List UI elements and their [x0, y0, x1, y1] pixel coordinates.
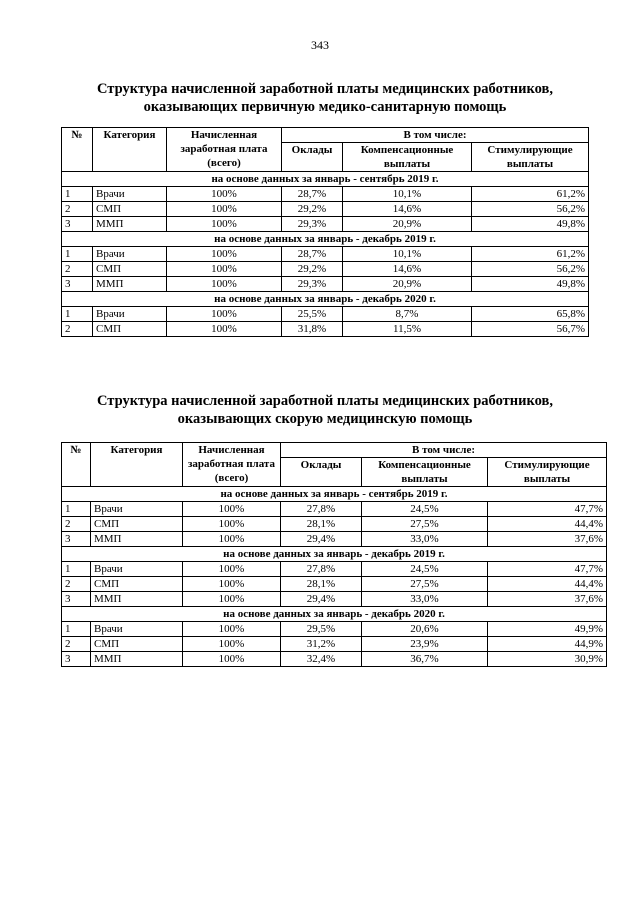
cell-num: 1: [62, 307, 93, 322]
cell-total: 100%: [167, 217, 282, 232]
cell-compensation: 10,1%: [343, 187, 472, 202]
table-row: [62, 532, 607, 547]
cell-category: Врачи: [93, 187, 167, 202]
cell-category: СМП: [93, 262, 167, 277]
cell-num: 3: [62, 652, 91, 667]
cell-salaries: 28,1%: [281, 577, 362, 592]
period-header-row: [62, 232, 589, 247]
cell-num: 1: [62, 562, 91, 577]
cell-salaries: 32,4%: [281, 652, 362, 667]
period-label: на основе данных за январь - декабрь 2019 г.: [62, 547, 607, 562]
table-row: [62, 592, 607, 607]
cell-num: 3: [62, 277, 93, 292]
cell-category: СМП: [91, 637, 183, 652]
table1-title: [60, 80, 590, 116]
table-row: [62, 307, 589, 322]
cell-incentive: 49,8%: [472, 277, 589, 292]
period-header-row: [62, 547, 607, 562]
cell-incentive: 56,7%: [472, 322, 589, 337]
cell-salaries: 27,8%: [281, 562, 362, 577]
cell-category: ММП: [93, 277, 167, 292]
cell-salaries: 28,1%: [281, 517, 362, 532]
table-row: [62, 577, 607, 592]
cell-incentive: 61,2%: [472, 187, 589, 202]
table2-title-line2: оказывающих скорую медицинскую помощь: [177, 411, 473, 427]
table1-title-line2: оказывающих первичную медико-санитарную помощь: [143, 99, 507, 115]
cell-num: 2: [62, 202, 93, 217]
cell-compensation: 20,9%: [343, 277, 472, 292]
cell-total: 100%: [167, 322, 282, 337]
cell-category: Врачи: [93, 307, 167, 322]
cell-category: ММП: [93, 217, 167, 232]
cell-salaries: 27,8%: [281, 502, 362, 517]
cell-incentive: 47,7%: [488, 502, 607, 517]
header-incentive: Стимулирующие выплаты: [472, 143, 589, 172]
period-header-row: [62, 487, 607, 502]
cell-salaries: 29,5%: [281, 622, 362, 637]
cell-salaries: 31,2%: [281, 637, 362, 652]
table-row: [62, 202, 589, 217]
table-row: [62, 262, 589, 277]
cell-compensation: 23,9%: [362, 637, 488, 652]
cell-category: ММП: [91, 592, 183, 607]
cell-compensation: 20,6%: [362, 622, 488, 637]
cell-incentive: 65,8%: [472, 307, 589, 322]
cell-compensation: 20,9%: [343, 217, 472, 232]
cell-total: 100%: [167, 202, 282, 217]
cell-compensation: 14,6%: [343, 202, 472, 217]
cell-incentive: 56,2%: [472, 202, 589, 217]
cell-total: 100%: [183, 622, 281, 637]
cell-category: СМП: [91, 517, 183, 532]
cell-incentive: 44,4%: [488, 577, 607, 592]
cell-total: 100%: [183, 502, 281, 517]
cell-salaries: 25,5%: [282, 307, 343, 322]
cell-incentive: 44,9%: [488, 637, 607, 652]
header-including: В том числе:: [282, 128, 589, 143]
cell-total: 100%: [183, 577, 281, 592]
cell-incentive: 30,9%: [488, 652, 607, 667]
header-incentive: Стимулирующие выплаты: [488, 458, 607, 487]
table2-body: [62, 487, 607, 667]
cell-category: Врачи: [91, 502, 183, 517]
cell-num: 2: [62, 637, 91, 652]
cell-category: СМП: [91, 577, 183, 592]
cell-incentive: 44,4%: [488, 517, 607, 532]
header-num: №: [62, 128, 93, 172]
cell-incentive: 47,7%: [488, 562, 607, 577]
cell-compensation: 8,7%: [343, 307, 472, 322]
period-label: на основе данных за январь - декабрь 2019 г.: [62, 232, 589, 247]
cell-total: 100%: [167, 187, 282, 202]
header-total: Начисленная заработная плата (всего): [183, 443, 281, 487]
cell-compensation: 10,1%: [343, 247, 472, 262]
period-label: на основе данных за январь - сентябрь 2019 г.: [62, 172, 589, 187]
cell-num: 1: [62, 187, 93, 202]
cell-total: 100%: [183, 592, 281, 607]
cell-compensation: 36,7%: [362, 652, 488, 667]
header-salaries: Оклады: [281, 458, 362, 487]
cell-num: 3: [62, 532, 91, 547]
cell-category: СМП: [93, 322, 167, 337]
cell-category: Врачи: [91, 622, 183, 637]
period-header-row: [62, 172, 589, 187]
cell-num: 2: [62, 517, 91, 532]
table-row: [62, 187, 589, 202]
header-salaries: Оклады: [282, 143, 343, 172]
header-compensation: Компенсационные выплаты: [343, 143, 472, 172]
table-row: [62, 247, 589, 262]
cell-num: 3: [62, 217, 93, 232]
cell-salaries: 29,2%: [282, 262, 343, 277]
cell-category: ММП: [91, 652, 183, 667]
table2-ambulance-care: [61, 442, 607, 667]
cell-incentive: 37,6%: [488, 592, 607, 607]
cell-salaries: 29,2%: [282, 202, 343, 217]
cell-category: Врачи: [93, 247, 167, 262]
cell-compensation: 27,5%: [362, 517, 488, 532]
cell-total: 100%: [183, 562, 281, 577]
cell-incentive: 49,8%: [472, 217, 589, 232]
cell-salaries: 29,4%: [281, 532, 362, 547]
cell-num: 1: [62, 247, 93, 262]
cell-compensation: 11,5%: [343, 322, 472, 337]
cell-salaries: 29,3%: [282, 277, 343, 292]
cell-num: 2: [62, 577, 91, 592]
table2-title: [60, 392, 590, 428]
cell-num: 1: [62, 622, 91, 637]
cell-compensation: 24,5%: [362, 562, 488, 577]
cell-salaries: 31,8%: [282, 322, 343, 337]
header-category: Категория: [91, 443, 183, 487]
cell-compensation: 27,5%: [362, 577, 488, 592]
table-row: [62, 637, 607, 652]
period-header-row: [62, 607, 607, 622]
cell-incentive: 49,9%: [488, 622, 607, 637]
cell-compensation: 24,5%: [362, 502, 488, 517]
cell-category: ММП: [91, 532, 183, 547]
cell-total: 100%: [183, 532, 281, 547]
table-row: [62, 217, 589, 232]
cell-num: 2: [62, 262, 93, 277]
table-row: [62, 502, 607, 517]
table1-body: [62, 172, 589, 337]
cell-total: 100%: [183, 637, 281, 652]
cell-total: 100%: [183, 652, 281, 667]
cell-total: 100%: [167, 277, 282, 292]
cell-category: СМП: [93, 202, 167, 217]
cell-salaries: 28,7%: [282, 187, 343, 202]
cell-incentive: 56,2%: [472, 262, 589, 277]
table1-title-line1: Структура начисленной заработной платы медицинских работников,: [97, 81, 553, 97]
cell-compensation: 14,6%: [343, 262, 472, 277]
cell-total: 100%: [167, 247, 282, 262]
period-label: на основе данных за январь - сентябрь 2019 г.: [62, 487, 607, 502]
cell-total: 100%: [167, 307, 282, 322]
cell-category: Врачи: [91, 562, 183, 577]
header-category: Категория: [93, 128, 167, 172]
period-header-row: [62, 292, 589, 307]
cell-salaries: 28,7%: [282, 247, 343, 262]
table-row: [62, 652, 607, 667]
cell-salaries: 29,3%: [282, 217, 343, 232]
period-label: на основе данных за январь - декабрь 2020 г.: [62, 292, 589, 307]
page-number: 343: [311, 38, 329, 52]
table-row: [62, 517, 607, 532]
table-row: [62, 277, 589, 292]
cell-compensation: 33,0%: [362, 592, 488, 607]
cell-salaries: 29,4%: [281, 592, 362, 607]
header-including: В том числе:: [281, 443, 607, 458]
cell-incentive: 61,2%: [472, 247, 589, 262]
header-compensation: Компенсационные выплаты: [362, 458, 488, 487]
table1-primary-care: [61, 127, 589, 337]
header-total: Начисленная заработная плата (всего): [167, 128, 282, 172]
table-row: [62, 622, 607, 637]
cell-total: 100%: [167, 262, 282, 277]
period-label: на основе данных за январь - декабрь 2020 г.: [62, 607, 607, 622]
header-num: №: [62, 443, 91, 487]
table-row: [62, 562, 607, 577]
cell-compensation: 33,0%: [362, 532, 488, 547]
table-row: [62, 322, 589, 337]
cell-total: 100%: [183, 517, 281, 532]
cell-incentive: 37,6%: [488, 532, 607, 547]
cell-num: 1: [62, 502, 91, 517]
table2-title-line1: Структура начисленной заработной платы медицинских работников,: [97, 393, 553, 409]
cell-num: 2: [62, 322, 93, 337]
cell-num: 3: [62, 592, 91, 607]
